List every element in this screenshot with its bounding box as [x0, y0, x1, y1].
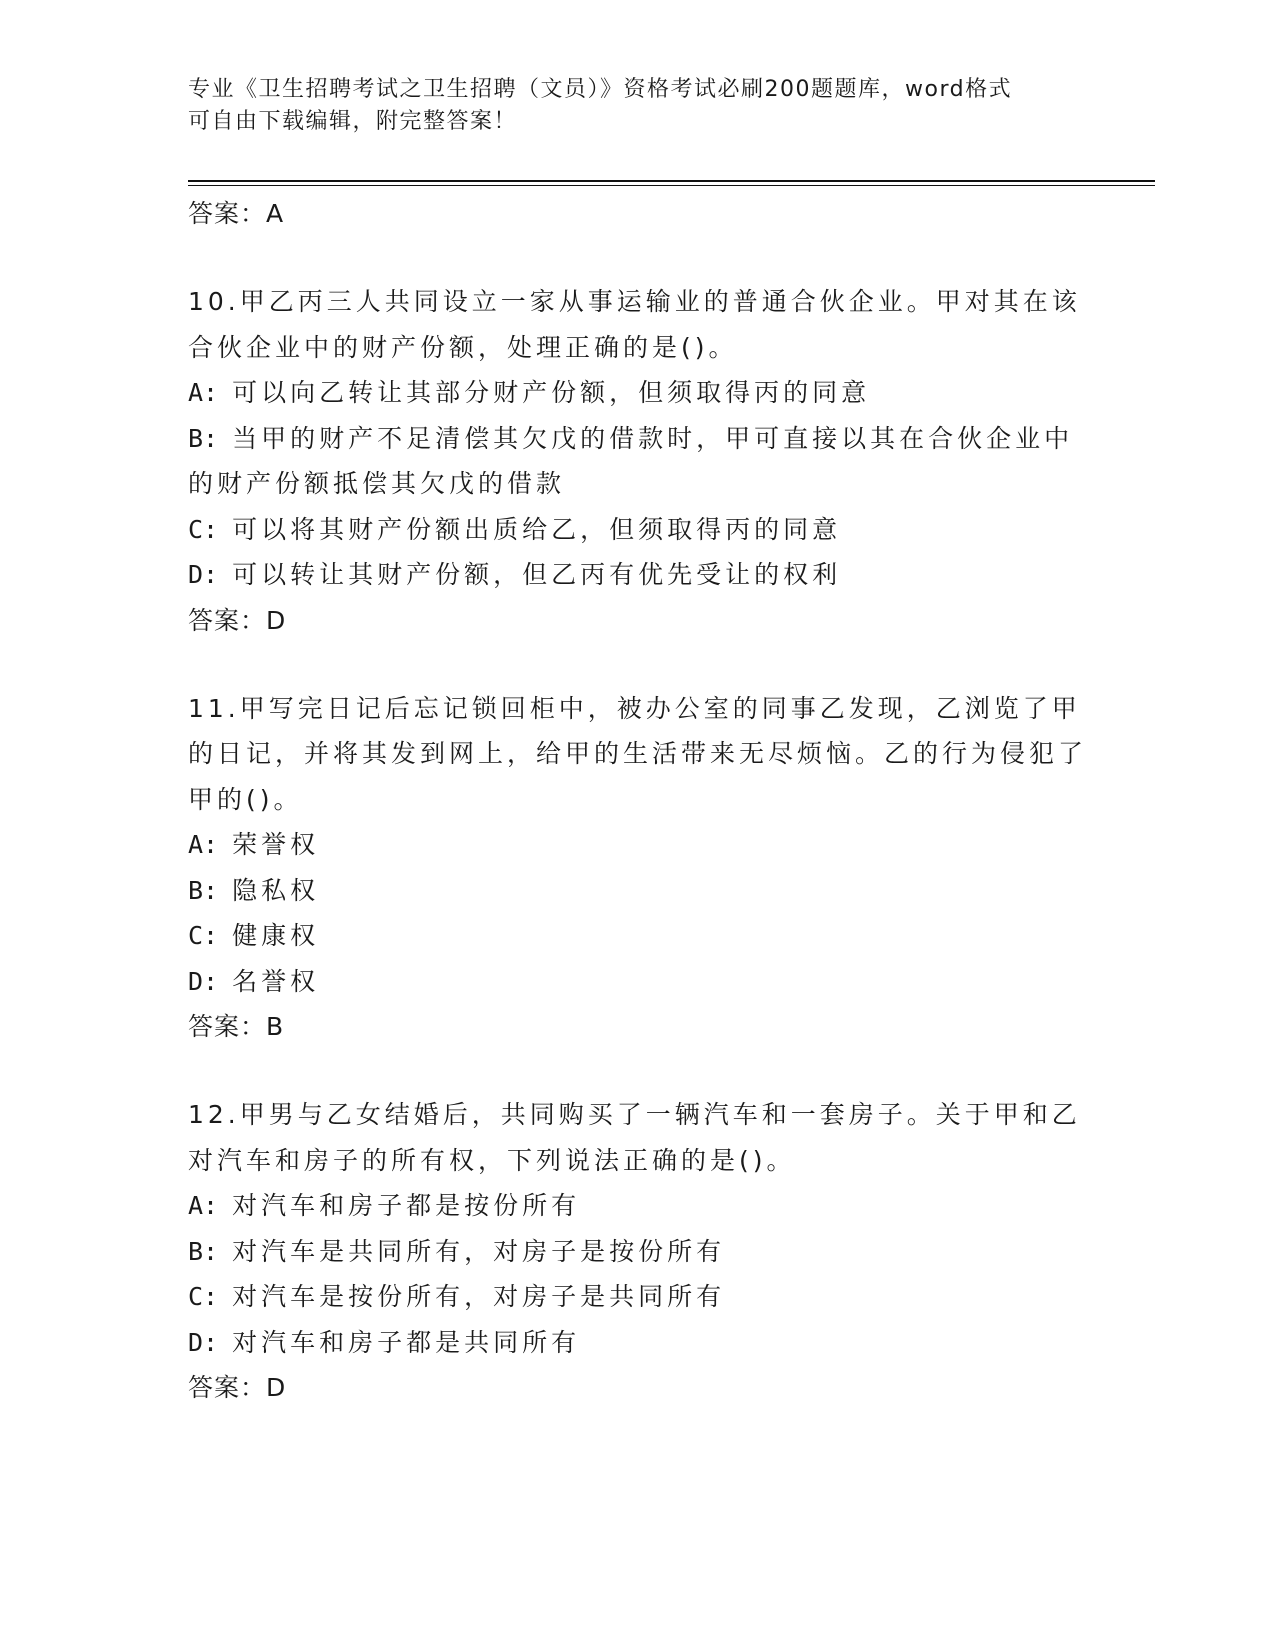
option-key: B:	[188, 423, 219, 453]
option-key: D:	[188, 1327, 219, 1357]
option-c	[188, 913, 1088, 959]
option-text: 当甲的财产不足清偿其欠戊的借款时，甲可直接以其在合伙企业中的财产份额抵偿其欠戊的借款	[188, 423, 1074, 498]
header-line-2: 可自由下载编辑，附完整答案！	[188, 109, 518, 134]
option-a	[188, 370, 1088, 416]
header-divider-thick	[188, 180, 1155, 182]
option-text: 对汽车和房子都是共同所有	[232, 1327, 581, 1357]
option-key: B:	[188, 1236, 219, 1266]
document-header	[188, 74, 1088, 138]
option-text: 对汽车是按份所有，对房子是共同所有	[232, 1282, 726, 1311]
option-text: 可以向乙转让其部分财产份额，但须取得丙的同意	[232, 378, 871, 407]
option-key: C:	[188, 514, 219, 544]
option-text: 可以将其财产份额出质给乙，但须取得丙的同意	[232, 514, 842, 544]
option-d	[188, 959, 1088, 1005]
option-c	[188, 507, 1088, 553]
option-text: 对汽车是共同所有，对房子是按份所有	[232, 1236, 726, 1266]
option-key: B:	[188, 875, 219, 905]
answer-line: 答案：B	[188, 1012, 285, 1041]
option-text: 名誉权	[232, 966, 320, 996]
option-text: 对汽车和房子都是按份所有	[232, 1191, 581, 1220]
option-key: A:	[188, 830, 219, 859]
question-10	[188, 279, 1088, 644]
option-d	[188, 1320, 1088, 1366]
option-b	[188, 416, 1088, 507]
option-b	[188, 868, 1088, 914]
question-list	[188, 191, 1088, 1411]
answer-line: 答案：D	[188, 1373, 287, 1402]
option-text: 隐私权	[232, 875, 320, 905]
option-text: 健康权	[232, 921, 320, 950]
question-12	[188, 1092, 1088, 1411]
question-stem: 12.甲男与乙女结婚后，共同购买了一辆汽车和一套房子。关于甲和乙对汽车和房子的所有权，下列说法正确的是()。	[188, 1100, 1081, 1175]
option-key: D:	[188, 560, 219, 589]
option-b	[188, 1229, 1088, 1275]
header-line-1: 专业《卫生招聘考试之卫生招聘（文员）》资格考试必刷200题题库，word格式	[188, 77, 1013, 102]
option-a	[188, 1183, 1088, 1229]
option-key: D:	[188, 966, 219, 996]
option-d	[188, 552, 1088, 598]
question-11	[188, 686, 1088, 1051]
option-key: C:	[188, 1282, 219, 1311]
previous-answer: 答案：A	[188, 199, 285, 228]
option-text: 荣誉权	[232, 830, 320, 859]
option-a	[188, 822, 1088, 868]
question-stem: 10.甲乙丙三人共同设立一家从事运输业的普通合伙企业。甲对其在该合伙企业中的财产份额，处理正确的是()。	[188, 287, 1081, 362]
option-key: A:	[188, 1191, 219, 1220]
option-c	[188, 1274, 1088, 1320]
option-key: C:	[188, 921, 219, 950]
question-stem: 11.甲写完日记后忘记锁回柜中，被办公室的同事乙发现，乙浏览了甲的日记，并将其发到网上，给甲的生活带来无尽烦恼。乙的行为侵犯了甲的()。	[188, 693, 1088, 814]
option-text: 可以转让其财产份额，但乙丙有优先受让的权利	[232, 560, 842, 589]
header-divider-thin	[188, 185, 1155, 186]
option-key: A:	[188, 378, 219, 407]
answer-line: 答案：D	[188, 605, 287, 635]
